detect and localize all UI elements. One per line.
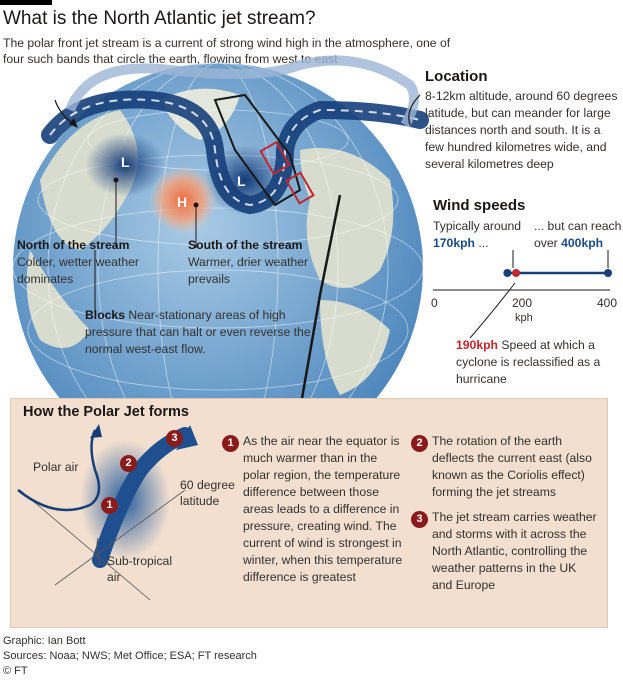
subtropical-label-line1: Sub-tropical [107, 554, 173, 568]
polar-air-label: Polar air [33, 460, 79, 474]
hurricane-description: Speed at which a cyclone is reclassified as a hurricane [456, 338, 601, 386]
scale-tick-200: 200 [512, 296, 533, 310]
wind-speeds-heading: Wind speeds [433, 197, 526, 214]
diagram-step-3-marker: 3 [166, 430, 183, 447]
low-pressure-label-1: L [121, 154, 130, 170]
copyright: © FT [3, 665, 28, 677]
low-pressure-label-2: L [237, 173, 246, 189]
diagram-step-2-marker: 2 [120, 455, 137, 472]
blocks-body: Near-stationary areas of high pressure that can halt or even reverse the normal west-east flow. [85, 308, 311, 356]
scale-unit: kph [515, 312, 533, 324]
credits [3, 634, 257, 679]
north-heading: North of the stream [17, 238, 130, 252]
step-3-badge: 3 [411, 511, 428, 528]
south-body: Warmer, drier weather prevails [188, 255, 309, 286]
page-subtitle: The polar front jet stream is a current of strong wind high in the atmosphere, one of four such bands that circle the earth, flowing from west to east [3, 36, 451, 66]
scale-tick-0: 0 [431, 296, 438, 310]
north-body: Colder, wetter weather dominates [17, 255, 139, 286]
step-1-text: As the air near the equator is much warmer than in the polar region, the temperature difference between those areas leads to a difference in pressure, creating wind. The current of wind is strongest in winter, when this temperature difference is greatest [243, 434, 403, 584]
latitude-label-line1: 60 degree [180, 478, 235, 492]
typical-value: 170kph [433, 236, 476, 250]
south-heading: South of the stream [188, 238, 303, 252]
sources-credit: Sources: Noaa; NWS; Met Office; ESA; FT research [3, 650, 257, 662]
step-3-text: The jet stream carries weather and storms with it across the North Atlantic, controlling the weather patterns in the UK and Europe [432, 510, 597, 592]
latitude-label-line2: latitude [180, 494, 220, 508]
high-pressure-label: H [177, 194, 188, 210]
page-title: What is the North Atlantic jet stream? [3, 8, 316, 29]
blocks-heading: Blocks [85, 308, 125, 322]
panel-heading: How the Polar Jet forms [23, 404, 189, 420]
scale-tick-400: 400 [597, 296, 618, 310]
step-1-badge: 1 [222, 435, 239, 452]
reach-value: 400kph [561, 236, 604, 250]
typical-prefix: Typically around [433, 219, 522, 233]
typical-suffix: ... [475, 236, 489, 250]
hurricane-value: 190kph [456, 338, 499, 352]
location-heading: Location [425, 68, 488, 85]
reach-prefix: ... but can reach over [534, 219, 622, 250]
step-2-badge: 2 [411, 435, 428, 452]
subtropical-label-line2: air [107, 570, 121, 584]
step-2-text: The rotation of the earth deflects the current east (also known as the Coriolis effect) forming the jet streams [432, 434, 592, 499]
location-body: 8-12km altitude, around 60 degrees latitude, but can meander for large distances north and south. It is a few hundred kilometres wide, and several kilometres deep [425, 89, 618, 171]
diagram-step-1-marker: 1 [101, 497, 118, 514]
graphic-credit: Graphic: Ian Bott [3, 635, 86, 647]
